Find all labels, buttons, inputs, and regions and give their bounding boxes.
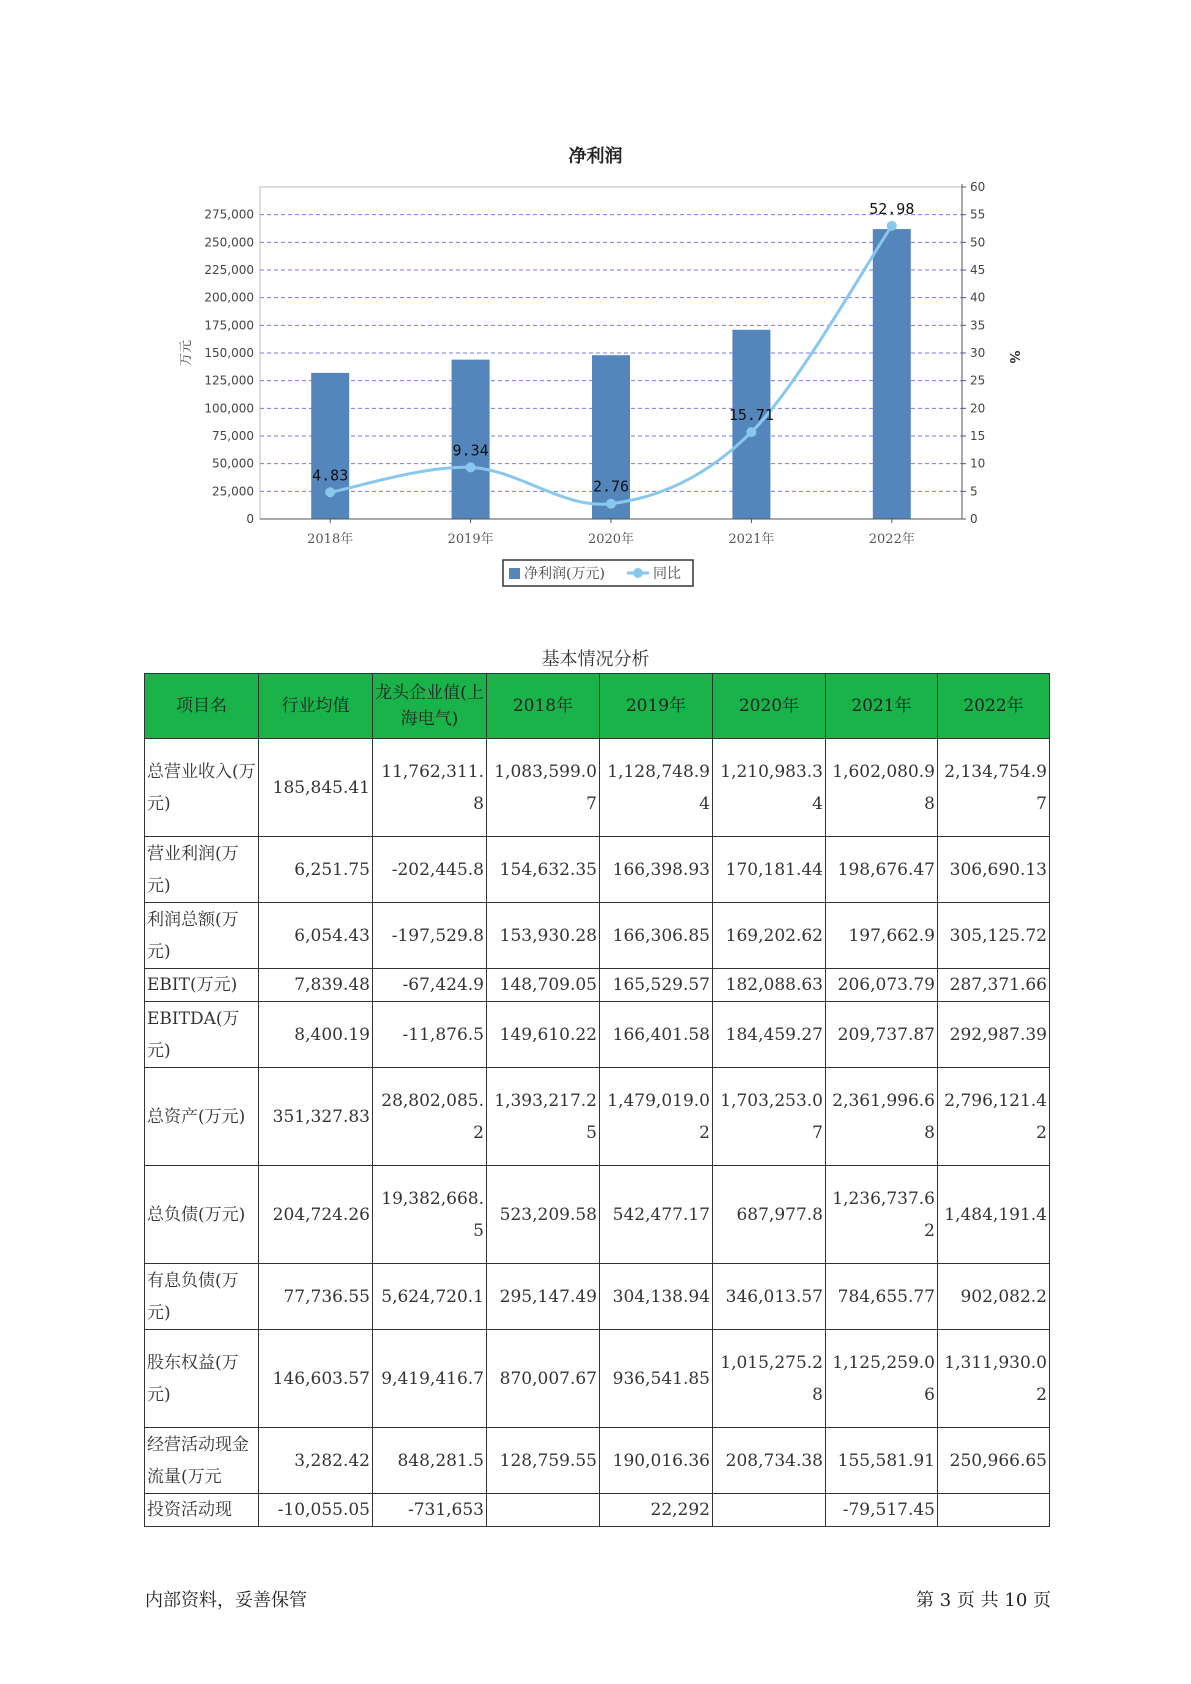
table-header-cell: 项目名 xyxy=(145,674,259,739)
table-header-cell: 2018年 xyxy=(487,674,600,739)
bar-net-profit xyxy=(452,360,490,519)
x-tick-label: 2019年 xyxy=(447,532,494,547)
row-label-cell: 投资活动现 xyxy=(145,1494,259,1527)
y-tick-label: 275,000 xyxy=(204,207,254,222)
table-cell: 1,125,259.06 xyxy=(826,1330,938,1428)
point-yoy xyxy=(746,427,756,437)
row-label-cell: 总营业收入(万元) xyxy=(145,739,259,837)
table-cell: 28,802,085.2 xyxy=(373,1068,487,1166)
table-header-cell: 龙头企业值(上海电气) xyxy=(373,674,487,739)
footer-page-number: 第 3 页 共 10 页 xyxy=(916,1590,1051,1611)
table-header-cell: 行业均值 xyxy=(259,674,373,739)
y-tick-label: 250,000 xyxy=(204,235,254,250)
y2-tick-label: 5 xyxy=(970,484,978,499)
y-tick-label: 25,000 xyxy=(212,484,254,499)
x-tick-label: 2022年 xyxy=(868,532,915,547)
y-tick-label: 75,000 xyxy=(212,429,254,443)
table-cell: 1,602,080.98 xyxy=(826,739,938,837)
row-label-cell: 有息负债(万元) xyxy=(145,1264,259,1330)
table-cell: -10,055.05 xyxy=(259,1494,373,1527)
table-cell: 2,796,121.42 xyxy=(938,1068,1050,1166)
table-cell: 2,361,996.68 xyxy=(826,1068,938,1166)
table-cell: 542,477.17 xyxy=(600,1166,713,1264)
row-label-cell: EBIT(万元) xyxy=(145,969,259,1002)
table-header-cell: 2019年 xyxy=(600,674,713,739)
table-cell: 9,419,416.7 xyxy=(373,1330,487,1428)
table-cell: 1,703,253.07 xyxy=(713,1068,826,1166)
table-cell: 351,327.83 xyxy=(259,1068,373,1166)
chart-title: 净利润 xyxy=(568,146,623,167)
x-tick-label: 2021年 xyxy=(728,532,775,547)
table-cell: 77,736.55 xyxy=(259,1264,373,1330)
table-cell: 936,541.85 xyxy=(600,1330,713,1428)
data-label-yoy: 9.34 xyxy=(452,441,489,460)
y-tick-label: 0 xyxy=(246,512,254,526)
table-header-cell: 2022年 xyxy=(938,674,1050,739)
bar-net-profit xyxy=(732,330,770,519)
y2-tick-label: 30 xyxy=(970,346,986,360)
table-cell xyxy=(938,1494,1050,1527)
table-row xyxy=(145,1166,1050,1264)
row-label-cell: 总资产(万元) xyxy=(145,1068,259,1166)
data-label-yoy: 4.83 xyxy=(312,466,349,485)
table-cell: 148,709.05 xyxy=(487,969,600,1002)
y2-tick-label: 20 xyxy=(970,401,986,416)
table-row xyxy=(145,1068,1050,1166)
y-tick-label: 125,000 xyxy=(204,373,254,388)
table-cell: 1,015,275.28 xyxy=(713,1330,826,1428)
point-yoy xyxy=(325,487,335,497)
table-cell: 149,610.22 xyxy=(487,1002,600,1068)
basic-analysis-table xyxy=(144,673,1050,1527)
table-row xyxy=(145,837,1050,903)
table-cell: 250,966.65 xyxy=(938,1428,1050,1494)
table-cell: 169,202.62 xyxy=(713,903,826,969)
y-tick-label: 200,000 xyxy=(204,290,254,305)
table-row xyxy=(145,903,1050,969)
table-cell: 2,134,754.97 xyxy=(938,739,1050,837)
row-label-cell: EBITDA(万元) xyxy=(145,1002,259,1068)
table-cell: 209,737.87 xyxy=(826,1002,938,1068)
table-cell: 1,083,599.07 xyxy=(487,739,600,837)
legend-marker-yoy xyxy=(633,568,643,578)
legend-swatch-net-profit xyxy=(509,568,520,579)
table-cell: 22,292 xyxy=(600,1494,713,1527)
table-cell: 166,306.85 xyxy=(600,903,713,969)
table-cell: 182,088.63 xyxy=(713,969,826,1002)
y2-tick-label: 0 xyxy=(970,512,978,526)
table-cell: 206,073.79 xyxy=(826,969,938,1002)
data-label-yoy: 15.71 xyxy=(728,406,774,425)
net-profit-chart xyxy=(0,0,1191,600)
table-cell: 902,082.2 xyxy=(938,1264,1050,1330)
y-axis-title: 万元 xyxy=(179,339,194,367)
data-label-yoy: 52.98 xyxy=(869,199,915,218)
table-cell: 304,138.94 xyxy=(600,1264,713,1330)
table-cell xyxy=(713,1494,826,1527)
table-cell: 6,054.43 xyxy=(259,903,373,969)
table-cell: 11,762,311.8 xyxy=(373,739,487,837)
y2-tick-label: 50 xyxy=(970,235,986,250)
point-yoy xyxy=(466,462,476,472)
table-row xyxy=(145,1330,1050,1428)
table-cell: 870,007.67 xyxy=(487,1330,600,1428)
table-row xyxy=(145,1494,1050,1527)
point-yoy xyxy=(887,221,897,231)
table-row xyxy=(145,969,1050,1002)
legend-label-yoy: 同比 xyxy=(653,566,681,582)
y2-tick-label: 55 xyxy=(970,207,986,222)
table-header-row xyxy=(145,674,1050,739)
table-cell: 190,016.36 xyxy=(600,1428,713,1494)
table-cell: 1,479,019.02 xyxy=(600,1068,713,1166)
table-cell: 1,236,737.62 xyxy=(826,1166,938,1264)
table-cell: 1,393,217.25 xyxy=(487,1068,600,1166)
table-cell: 784,655.77 xyxy=(826,1264,938,1330)
table-cell: -67,424.9 xyxy=(373,969,487,1002)
x-tick-label: 2018年 xyxy=(307,532,354,547)
y-tick-label: 175,000 xyxy=(204,318,254,333)
table-cell: -11,876.5 xyxy=(373,1002,487,1068)
x-tick-label: 2020年 xyxy=(587,532,635,547)
row-label-cell: 总负债(万元) xyxy=(145,1166,259,1264)
bar-net-profit xyxy=(873,229,911,519)
table-cell: 7,839.48 xyxy=(259,969,373,1002)
table-cell: 19,382,668.5 xyxy=(373,1166,487,1264)
table-cell: 185,845.41 xyxy=(259,739,373,837)
table-row xyxy=(145,739,1050,837)
table-cell: 166,398.93 xyxy=(600,837,713,903)
table-row xyxy=(145,1264,1050,1330)
table-cell: 197,662.9 xyxy=(826,903,938,969)
table-cell: 523,209.58 xyxy=(487,1166,600,1264)
table-row xyxy=(145,1002,1050,1068)
table-row xyxy=(145,1428,1050,1494)
table-cell: 155,581.91 xyxy=(826,1428,938,1494)
table-cell: 204,724.26 xyxy=(259,1166,373,1264)
table-header-cell: 2021年 xyxy=(826,674,938,739)
y2-tick-label: 60 xyxy=(970,180,986,194)
y2-tick-label: 35 xyxy=(970,318,986,333)
table-cell: -79,517.45 xyxy=(826,1494,938,1527)
table-cell: -731,653 xyxy=(373,1494,487,1527)
table-cell: 287,371.66 xyxy=(938,969,1050,1002)
y2-tick-label: 40 xyxy=(970,290,986,305)
table-caption: 基本情况分析 xyxy=(541,649,650,670)
table-cell: 295,147.49 xyxy=(487,1264,600,1330)
table-cell: 5,624,720.1 xyxy=(373,1264,487,1330)
y-tick-label: 50,000 xyxy=(212,456,254,471)
data-label-yoy: 2.76 xyxy=(592,477,630,496)
y-tick-label: 150,000 xyxy=(204,346,254,360)
table-cell: 306,690.13 xyxy=(938,837,1050,903)
footer-confidential-note: 内部资料，妥善保管 xyxy=(145,1590,307,1611)
table-cell: 1,311,930.02 xyxy=(938,1330,1050,1428)
table-cell: 146,603.57 xyxy=(259,1330,373,1428)
table-cell xyxy=(487,1494,600,1527)
table-cell: 687,977.8 xyxy=(713,1166,826,1264)
row-label-cell: 经营活动现金流量(万元 xyxy=(145,1428,259,1494)
table-cell: 346,013.57 xyxy=(713,1264,826,1330)
y-tick-label: 225,000 xyxy=(204,263,254,277)
table-cell: 208,734.38 xyxy=(713,1428,826,1494)
table-cell: 1,128,748.94 xyxy=(600,739,713,837)
table-cell: 848,281.5 xyxy=(373,1428,487,1494)
table-cell: 154,632.35 xyxy=(487,837,600,903)
table-cell: 198,676.47 xyxy=(826,837,938,903)
row-label-cell: 股东权益(万元) xyxy=(145,1330,259,1428)
point-yoy xyxy=(606,499,616,509)
table-cell: 3,282.42 xyxy=(259,1428,373,1494)
table-cell: 305,125.72 xyxy=(938,903,1050,969)
table-cell: 153,930.28 xyxy=(487,903,600,969)
table-cell: 166,401.58 xyxy=(600,1002,713,1068)
y2-tick-label: 10 xyxy=(970,456,986,471)
row-label-cell: 利润总额(万元) xyxy=(145,903,259,969)
table-cell: 128,759.55 xyxy=(487,1428,600,1494)
table-cell: 6,251.75 xyxy=(259,837,373,903)
legend-label-net-profit: 净利润(万元) xyxy=(524,566,605,582)
table-cell: -197,529.8 xyxy=(373,903,487,969)
table-cell: 1,484,191.4 xyxy=(938,1166,1050,1264)
table-header-cell: 2020年 xyxy=(713,674,826,739)
y2-tick-label: 45 xyxy=(970,263,986,277)
y2-axis-title: % xyxy=(1006,350,1021,364)
table-cell: 1,210,983.34 xyxy=(713,739,826,837)
table-cell: 184,459.27 xyxy=(713,1002,826,1068)
y-tick-label: 100,000 xyxy=(204,401,254,416)
y2-tick-label: 15 xyxy=(970,429,986,443)
table-cell: 8,400.19 xyxy=(259,1002,373,1068)
table-cell: 170,181.44 xyxy=(713,837,826,903)
table-cell: -202,445.8 xyxy=(373,837,487,903)
table-cell: 292,987.39 xyxy=(938,1002,1050,1068)
table-cell: 165,529.57 xyxy=(600,969,713,1002)
y2-tick-label: 25 xyxy=(970,373,986,388)
row-label-cell: 营业利润(万元) xyxy=(145,837,259,903)
